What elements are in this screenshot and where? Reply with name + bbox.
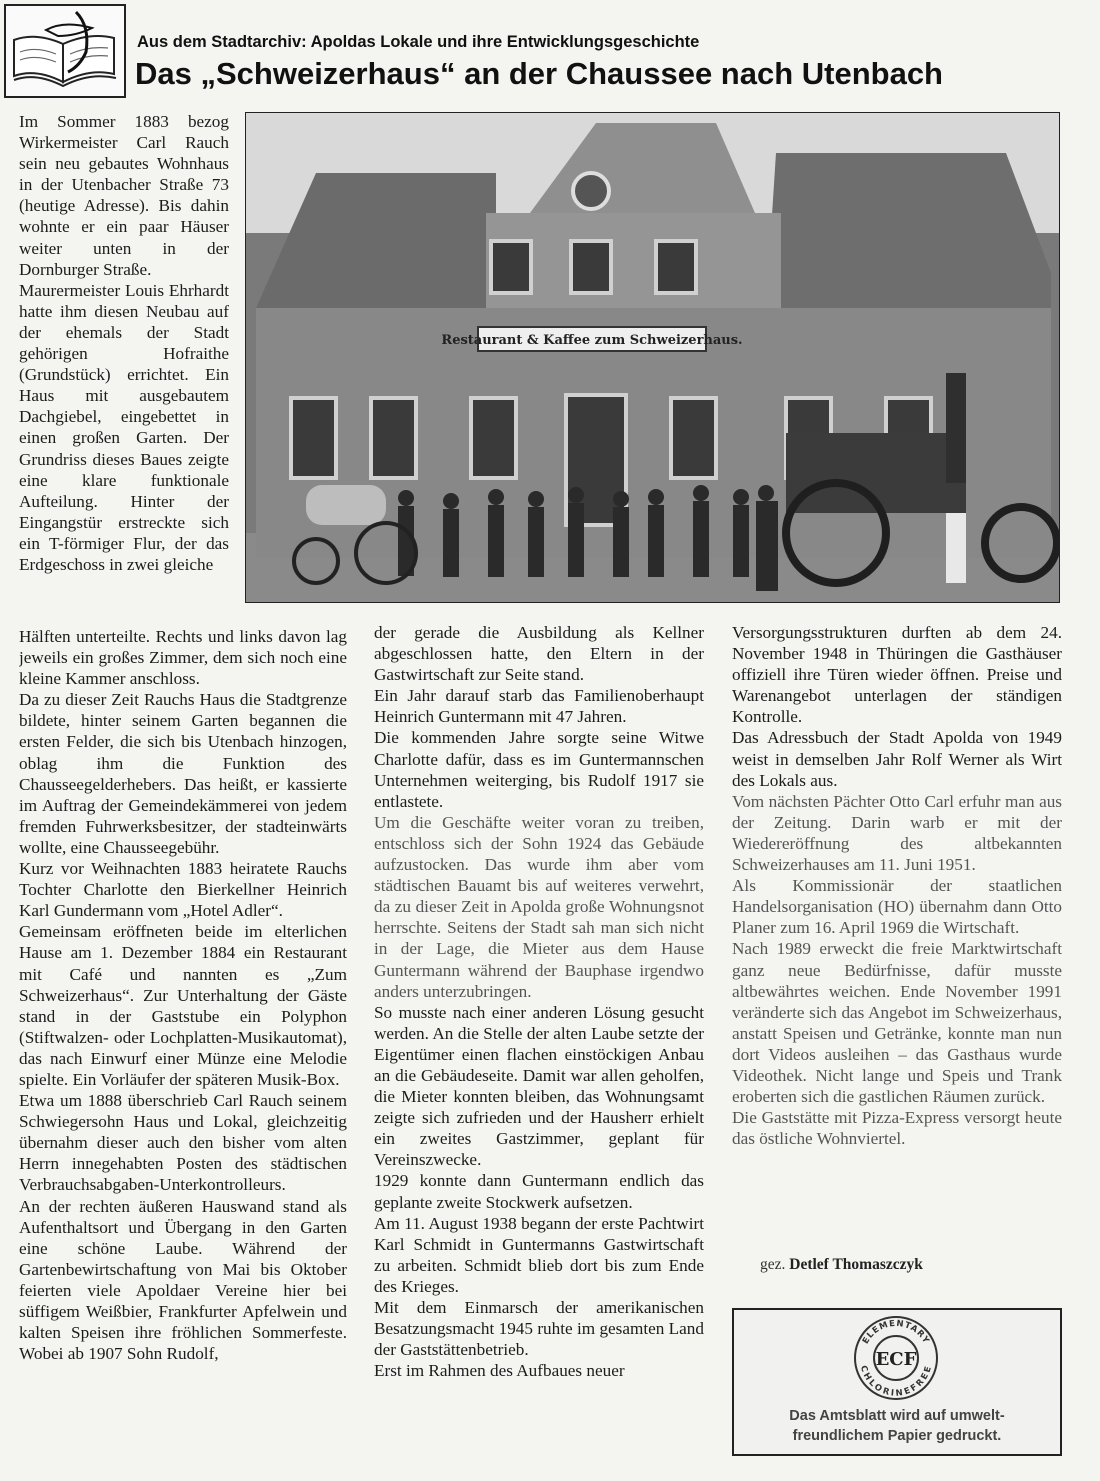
article-paragraph: Vom nächsten Pächter Otto Carl erfuhr man aus der Zeitung. Darin warb er mit der Wiedereröffnung des altbekannten Schweizerhauses am 11. Juni 1951.	[732, 791, 1062, 875]
article-column-1	[19, 626, 347, 1466]
article-paragraph: Die Gaststätte mit Pizza-Express versorgt heute das östliche Wohnviertel.	[732, 1108, 1062, 1149]
open-book-with-quill-icon	[6, 6, 124, 96]
seal-center-text: ECF	[875, 1349, 917, 1370]
eco-paper-notice	[732, 1308, 1062, 1456]
article-paragraph: Da zu dieser Zeit Rauchs Haus die Stadtgrenze bildete, hinter seinem Garten begannen die ersten Felder, die sich bis Utenbach hinzogen, oblag ihm die Funktion des Chausseegelderhebers. Das heißt, er kassierte im Auftrag der Gemeindekämmerei von jedem fremden Fuhrwerksbesitzer, der stadteinwärts wollte, eine Chausseegebühr.	[19, 690, 347, 857]
seal-bottom-text: CHLORINEFREE	[857, 1364, 935, 1399]
article-paragraph: Hälften unterteilte. Rechts und links davon lag jeweils ein großes Zimmer, dem sich noch eine kleine Kammer anschloss.	[19, 627, 347, 689]
article-paragraph: So musste nach einer anderen Lösung gesucht werden. An die Stelle der alten Laube setzte der Eigentümer einen flachen einstöckigen Anbau an die Gebäudeseite. Damit war allen geholfen, die Mieter konnten bleiben, das Wohnungsamt zeigte sich zufrieden und der Hausherr erhielt ein zweites Gastzimmer, geplant für Vereinszwecke.	[374, 1002, 704, 1170]
article-paragraph: Die kommenden Jahre sorgte seine Witwe Charlotte dafür, dass es im Guntermannschen Unternehmen weiterging, bis Rudolf 1917 sie entlastete.	[374, 728, 704, 811]
article-paragraph: 1929 konnte dann Guntermann endlich das geplante zweite Stockwerk aufsetzen.	[374, 1171, 704, 1212]
article-paragraph: Am 11. August 1938 begann der erste Pachtwirt Karl Schmidt in Guntermanns Gastwirtschaft zu arbeiten. Schmidt blieb dort bis zum Ende des Krieges.	[374, 1213, 704, 1296]
article-paragraph: Etwa um 1888 überschrieb Carl Rauch seinem Schwiegersohn Haus und Lokal, gleichzeitig übernahm dieser auch den bisher vom alten Herrn innegehabten Posten des städtischen Verbrauchsabgaben-Unterkontrolleurs.	[19, 1091, 347, 1195]
article-paragraph: Erst im Rahmen des Aufbaues neuer	[374, 1361, 625, 1381]
article-column-3	[732, 622, 1062, 1222]
article-paragraph: der gerade die Ausbildung als Kellner abgeschlossen hatte, den Eltern in der Gastwirtschaft zur Seite stand.	[374, 623, 704, 685]
photo-sign-text: Restaurant & Kaffee zum Schweizerhaus.	[441, 333, 743, 348]
archive-logo	[4, 4, 126, 98]
author-signature	[760, 1256, 923, 1274]
article-column-top	[19, 111, 229, 636]
article-paragraph: Das Adressbuch der Stadt Apolda von 1949 weist in demselben Jahr Rolf Werner als Wirt des Lokals aus.	[732, 728, 1062, 790]
svg-text:ELEMENTARY	[861, 1319, 931, 1346]
article-paragraph: Nach 1989 erweckt die freie Marktwirtschaft ganz neue Bedürfnisse, dafür musste altbewährtes weichen. Ende November 1991 veränderte sich das Angebot im Schweizerhaus, anstatt Speisen und Getränke, konnte man nun dort Videos ausleihen – das Gasthaus wurde Videothek. Nicht lange und Speis und Trank eroberten sich die gastlichen Räumen zurück.	[732, 939, 1062, 1107]
historic-photo	[245, 112, 1060, 603]
article-column-2	[374, 622, 704, 1458]
article-paragraph: Mit dem Einmarsch der amerikanischen Besatzungsmacht 1945 ruhte im gesamten Land der Gaststättenbetrieb.	[374, 1298, 704, 1360]
article-paragraph: Ein Jahr darauf starb das Familienoberhaupt Heinrich Guntermann mit 47 Jahren.	[374, 686, 704, 727]
article-paragraph: Versorgungsstrukturen durften ab dem 24. November 1948 in Thüringen die Gasthäuser offiziell ihre Türen wieder öffnen. Preise und Warenangebot unterlagen der ständigen Kontrolle.	[732, 623, 1062, 727]
author-name: Detlef Thomaszczyk	[789, 1256, 923, 1273]
article-paragraph: Kurz vor Weihnachten 1883 heiratete Rauchs Tochter Charlotte den Bierkellner Heinrich Karl Gundermann vom „Hotel Adler“.	[19, 859, 347, 921]
signature-prefix: gez.	[760, 1256, 786, 1273]
seal-top-text: ELEMENTARY	[860, 1318, 932, 1346]
eco-notice-line-1: Das Amtsblatt wird auf umwelt-	[789, 1408, 1005, 1424]
article-kicker: Aus dem Stadtarchiv: Apoldas Lokale und ihre Entwicklungsgeschichte	[137, 33, 700, 51]
eco-notice-line-2: freundlichem Papier gedruckt.	[792, 1428, 1002, 1444]
article-paragraph: Als Kommissionär der staatlichen Handelsorganisation (HO) übernahm dann Otto Planer zum 16. April 1969 die Wirtschaft.	[732, 876, 1062, 938]
article-paragraph: Im Sommer 1883 bezog Wirkermeister Carl Rauch sein neu gebautes Wohnhaus in der Utenbacher Straße 73 (heutige Adresse). Bis dahin wohnte er ein paar Häuser weiter unten in der Dornburger Straße.	[19, 112, 229, 279]
article-headline: Das „Schweizerhaus“ an der Chaussee nach Utenbach	[135, 56, 943, 91]
article-paragraph: An der rechten äußeren Hauswand stand als Aufenthaltsort und Übergang in den Garten eine schöne Laube. Während der Gartenbewirtschaftung von Mai bis Oktober feierten viele Apoldaer Vereine hier bei süffigem Weißbier, Frankfurter Apfelwein und kalten Speisen ihre fröhlichen Sommerfeste. Wobei ab 1907 Sohn Rudolf,	[19, 1196, 347, 1364]
article-paragraph: Gemeinsam eröffneten beide im elterlichen Hause am 1. Dezember 1884 ein Restaurant mit Café und nannten es „Zum Schweizerhaus“. Zur Unterhaltung der Gäste stand in der Gaststube ein Polyphon (Stiftwalzen- oder Lochplatten-Musikautomat), das nach Einwurf einer Münze eine Melodie spielte. Ein Vorläufer der späteren Musik-Box.	[19, 922, 347, 1089]
article-paragraph: Um die Geschäfte weiter voran zu treiben, entschloss sich der Sohn 1924 das Gebäude aufzustocken. Das wurde ihm aber vom städtischen Bauamt bis auf weiteres verwehrt, da zu dieser Zeit in Apolda große Wohnungsnot herrschte. Seitens der Stadt sah man sich nicht in der Lage, die Mieter aus dem Hause Guntermann während der Bauphase irgendwo anders unterzubringen.	[374, 812, 704, 1001]
eco-notice-text	[734, 1406, 1060, 1446]
ecf-seal-icon	[852, 1314, 940, 1402]
historic-photo-restaurant-building	[246, 113, 1059, 602]
article-paragraph: Maurermeister Louis Ehrhardt hatte ihm diesen Neubau auf der ehemals der Stadt gehörigen Hofraithe (Grundstück) errichtet. Ein Haus mit ausgebautem Dachgiebel, eingebettet in einen großen Garten. Der Grundriss dieses Baues zeigte eine klare funktionale Aufteilung. Hinter der Eingangstür erstreckte sich ein T-förmiger Flur, der das Erdgeschoss in zwei gleiche	[19, 280, 229, 574]
